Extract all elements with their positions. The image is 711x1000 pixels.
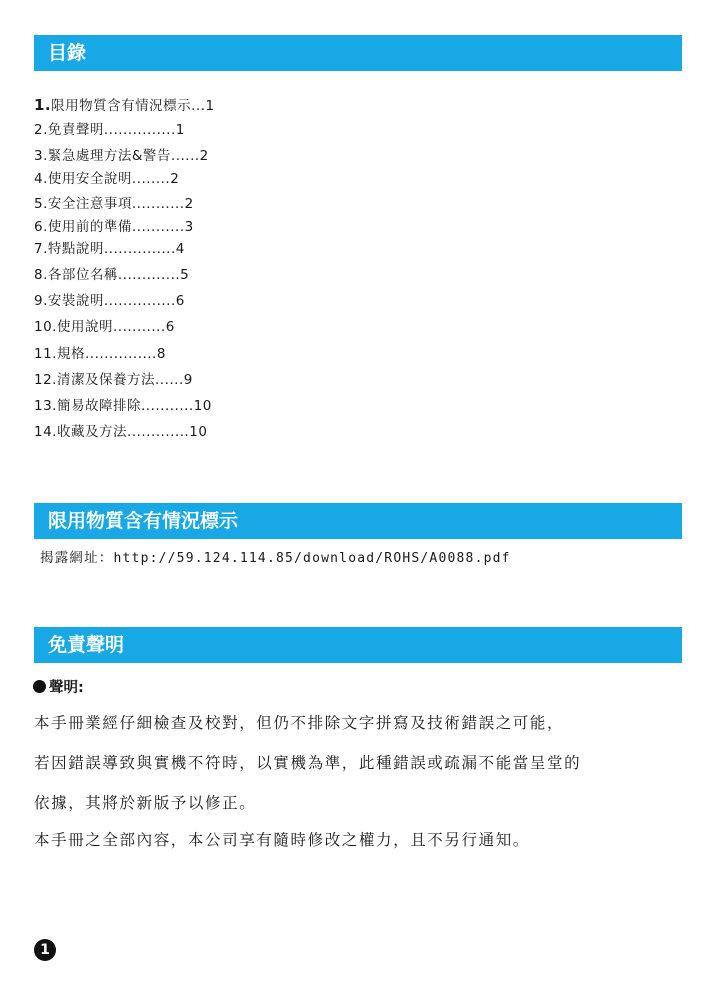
toc-item-text: 限用物質含有情況標示...1 xyxy=(51,98,215,114)
toc-item[interactable] xyxy=(34,118,185,138)
toc-item[interactable] xyxy=(34,420,207,440)
toc-item-text: 各部位名稱.............5 xyxy=(47,267,190,283)
rohs-section-header: 限用物質含有情況標示 xyxy=(34,503,682,539)
page-number: 1 xyxy=(34,939,56,961)
toc-item[interactable] xyxy=(34,394,212,414)
toc-item-text: 使用安全說明........2 xyxy=(47,171,180,187)
toc-item-text: 簡易故障排除...........10 xyxy=(56,398,212,414)
toc-item-text: 特點說明...............4 xyxy=(47,241,185,257)
toc-item[interactable] xyxy=(34,263,189,283)
disclaimer-section-header: 免責聲明 xyxy=(34,627,682,663)
toc-item-number: 8. xyxy=(34,267,48,283)
toc-item-number: 9. xyxy=(34,293,48,309)
toc-item-number: 7. xyxy=(34,241,48,257)
toc-item[interactable] xyxy=(34,289,185,309)
toc-item[interactable] xyxy=(34,315,175,335)
toc-item-number: 5. xyxy=(34,196,48,212)
toc-item[interactable] xyxy=(34,368,193,388)
toc-item-text: 規格...............8 xyxy=(56,346,166,362)
toc-item[interactable] xyxy=(34,215,194,235)
bullet-icon xyxy=(33,680,46,693)
toc-section-header: 目錄 xyxy=(34,35,682,71)
toc-item-number: 13. xyxy=(34,398,57,414)
toc-item-number: 12. xyxy=(34,372,57,388)
disclaimer-paragraph-line: 依據，其將於新版予以修正。 xyxy=(34,794,257,812)
toc-item-text: 清潔及保養方法......9 xyxy=(56,372,193,388)
toc-item[interactable] xyxy=(34,342,166,362)
toc-item-text: 安裝說明...............6 xyxy=(47,293,185,309)
toc-item-text: 免責聲明...............1 xyxy=(47,122,185,138)
rohs-url-link[interactable]: http://59.124.114.85/download/ROHS/A0088.pdf xyxy=(113,551,511,566)
toc-item[interactable] xyxy=(34,94,215,114)
disclaimer-paragraph-line: 本手冊業經仔細檢查及校對，但仍不排除文字拼寫及技術錯誤之可能， xyxy=(34,714,565,732)
toc-item-number: 4. xyxy=(34,171,48,187)
rohs-disclosure xyxy=(40,546,511,566)
toc-item-number: 14. xyxy=(34,424,57,440)
disclaimer-subheading-text: 聲明: xyxy=(49,680,84,696)
toc-item[interactable] xyxy=(34,144,209,164)
toc-item-text: 使用前的準備...........3 xyxy=(47,219,194,235)
disclaimer-paragraph-line: 本手冊之全部內容，本公司享有隨時修改之權力，且不另行通知。 xyxy=(34,831,530,849)
toc-item-text: 安全注意事項...........2 xyxy=(47,196,194,212)
toc-item-number: 10. xyxy=(34,319,57,335)
toc-item[interactable] xyxy=(34,192,194,212)
toc-item-text: 使用說明...........6 xyxy=(56,319,175,335)
toc-item-number: 6. xyxy=(34,219,48,235)
disclaimer-paragraph-line: 若因錯誤導致與實機不符時，以實機為準，此種錯誤或疏漏不能當呈堂的 xyxy=(34,754,582,772)
toc-item[interactable] xyxy=(34,167,179,187)
toc-item-text: 緊急處理方法&警告......2 xyxy=(47,148,209,164)
toc-item-number: 1. xyxy=(34,96,52,114)
toc-item-number: 2. xyxy=(34,122,48,138)
toc-item-number: 11. xyxy=(34,346,57,362)
rohs-url-label: 揭露網址： xyxy=(40,550,114,566)
toc-item-text: 收藏及方法.............10 xyxy=(56,424,208,440)
disclaimer-subheading xyxy=(33,676,84,697)
toc-item[interactable] xyxy=(34,237,185,257)
toc-item-number: 3. xyxy=(34,148,48,164)
